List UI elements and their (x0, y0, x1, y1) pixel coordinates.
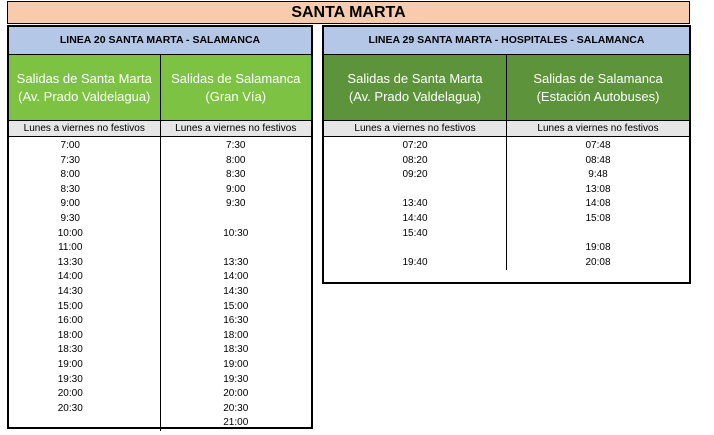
time-cell: 07:48 (585, 140, 611, 151)
time-cell: 19:30 (223, 373, 249, 385)
line20-col2-header (161, 55, 312, 121)
time-cell: 14:30 (57, 285, 83, 297)
time-cell: 15:40 (402, 227, 428, 239)
time-cell: 9:00 (60, 198, 80, 210)
line20-col-salamanca (160, 55, 312, 431)
time-cell: 14:08 (585, 198, 611, 210)
time-cell (324, 241, 506, 256)
time-cell (507, 227, 689, 242)
time-cell: 20:00 (223, 388, 249, 400)
time-cell: 21:00 (223, 417, 249, 429)
time-cell: 07:20 (402, 140, 428, 151)
time-cell: 18:00 (57, 329, 83, 341)
time-cell: 8:30 (60, 183, 80, 195)
time-cell: 16:30 (223, 315, 249, 327)
time-cell: 14:00 (57, 271, 83, 283)
time-cell: 13:30 (57, 256, 83, 268)
line29-col1-schedule-label: Lunes a viernes no festivos (324, 121, 506, 137)
time-cell: 08:20 (402, 154, 428, 166)
line29-col1-times (324, 137, 506, 270)
time-cell: 13:08 (585, 183, 611, 195)
line20-col1-header (9, 55, 160, 121)
time-cell: 08:48 (585, 154, 611, 166)
time-cell (161, 212, 312, 227)
time-cell: 9:48 (588, 169, 608, 181)
line20-col2-times (161, 137, 312, 431)
time-cell: 19:30 (57, 373, 83, 385)
line29-col2-header-line2: (Estación Autobuses) (536, 88, 660, 104)
line29-col1-header (324, 55, 506, 121)
line20-col1-schedule-label: Lunes a viernes no festivos (9, 121, 160, 137)
time-cell: 18:00 (223, 329, 249, 341)
time-cell: 10:00 (57, 227, 83, 239)
line29-col-santa-marta (324, 55, 506, 270)
time-cell: 19:00 (223, 358, 249, 370)
time-cell: 15:00 (223, 300, 249, 312)
time-cell: 18:30 (57, 344, 83, 356)
line29-col2-schedule-label: Lunes a viernes no festivos (507, 121, 689, 137)
line29-col2-header-line1: Salidas de Salamanca (533, 70, 663, 86)
time-cell: 8:00 (226, 154, 246, 166)
time-cell: 10:30 (223, 227, 249, 239)
time-cell: 9:00 (226, 183, 246, 195)
line29-table (322, 25, 691, 284)
time-cell: 19:00 (57, 358, 83, 370)
line20-col2-schedule-label: Lunes a viernes no festivos (161, 121, 312, 137)
line29-col2-header (507, 55, 689, 121)
time-cell: 09:20 (402, 169, 428, 181)
time-cell: 20:00 (57, 388, 83, 400)
line20-col2-header-line1: Salidas de Salamanca (171, 70, 301, 86)
time-cell: 20:08 (585, 256, 611, 268)
time-cell (324, 183, 506, 198)
line20-col2-header-line2: (Gran Vía) (205, 88, 267, 104)
page-title: SANTA MARTA (7, 1, 690, 24)
time-cell: 19:40 (402, 256, 428, 268)
line29-route-title: LINEA 29 SANTA MARTA - HOSPITALES - SALAMANCA (324, 27, 689, 55)
line20-col1-times (9, 137, 160, 431)
time-cell (161, 241, 312, 256)
time-cell: 7:00 (60, 140, 80, 151)
time-cell: 16:00 (57, 315, 83, 327)
line29-col1-header-line2: (Av. Prado Valdelagua) (348, 88, 482, 104)
time-cell (9, 416, 160, 431)
time-cell: 8:00 (60, 169, 80, 181)
time-cell: 8:30 (226, 169, 246, 181)
time-cell: 20:30 (223, 402, 249, 414)
time-cell: 19:08 (585, 242, 611, 254)
time-cell: 14:00 (223, 271, 249, 283)
time-cell: 9:30 (60, 212, 80, 224)
line20-route-title: LINEA 20 SANTA MARTA - SALAMANCA (9, 27, 311, 55)
time-cell: 15:00 (57, 300, 83, 312)
line29-col2-times (507, 137, 689, 270)
time-cell: 11:00 (58, 242, 83, 254)
time-cell: 13:40 (402, 198, 428, 210)
time-cell: 15:08 (585, 212, 611, 224)
line20-col1-header-line1: Salidas de Santa Marta (16, 70, 152, 86)
line20-col1-header-line2: (Av. Prado Valdelagua) (18, 88, 151, 104)
line20-table (7, 25, 313, 429)
time-cell: 18:30 (223, 344, 249, 356)
line29-col-salamanca (506, 55, 689, 270)
time-cell: 13:30 (223, 256, 249, 268)
line20-col-santa-marta (9, 55, 160, 431)
line29-col1-header-line1: Salidas de Santa Marta (347, 70, 483, 86)
time-cell: 7:30 (60, 154, 80, 166)
time-cell: 14:40 (402, 212, 428, 224)
time-cell: 7:30 (226, 140, 246, 151)
time-cell: 9:30 (226, 198, 246, 210)
time-cell: 20:30 (57, 402, 83, 414)
time-cell: 14:30 (223, 285, 249, 297)
